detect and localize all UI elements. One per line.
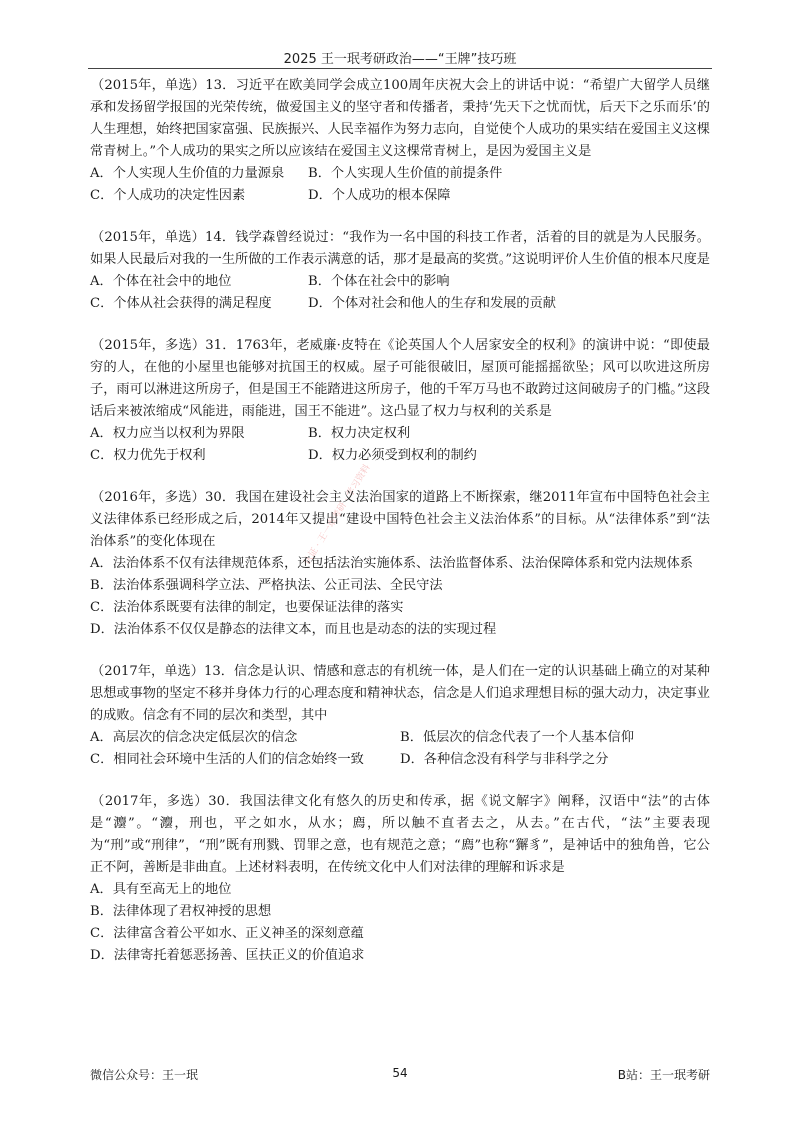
option-a: A．权力应当以权利为界限 bbox=[90, 426, 245, 441]
option-c: C．法治体系既要有法律的制定，也要保证法律的落实 bbox=[90, 600, 404, 615]
option-a: A．高层次的信念决定低层次的信念 bbox=[90, 730, 298, 745]
option-b: B．法律体现了君权神授的思想 bbox=[90, 904, 272, 919]
option-b: B．低层次的信念代表了一个人基本信仰 bbox=[400, 730, 634, 745]
option-d: D．权力必须受到权利的制约 bbox=[308, 448, 477, 463]
page-header-title: 2025 王一珉考研政治——“王牌”技巧班 bbox=[283, 52, 517, 67]
question-stem: （2017年，多选）30．我国法律文化有悠久的历史和传承，据《说文解字》阐释，汉语中“法”的古体是“灋”。“灋，刑也，平之如水，从水；廌，所以触不直者去之，从去。”在古代，“法”主要表现为“刑”或“刑律”，“刑”既有刑戮、罚罪之意，也有规范之意；“廌”也称“獬豸”，是神话中的独角兽，它公正不阿，善断是非曲直。上述材料表明，在传统文化中人们对法律的理解和诉求是 bbox=[90, 794, 710, 875]
option-a: A．个体在社会中的地位 bbox=[90, 274, 232, 289]
question-2015-13 bbox=[90, 75, 710, 207]
option-a: A．个人实现人生价值的力量源泉 bbox=[90, 166, 285, 181]
option-b: B．个人实现人生价值的前提条件 bbox=[308, 166, 503, 181]
question-stem: （2015年，单选）14．钱学森曾经说过：“我作为一名中国的科技工作者，活着的目的就是为人民服务。如果人民最后对我的一生所做的工作表示满意的话，那才是最高的奖赏。”这说明评价人生价值的根本尺度是 bbox=[90, 230, 710, 267]
option-d: D．个人成功的根本保障 bbox=[308, 188, 451, 203]
question-2017-30 bbox=[90, 791, 710, 967]
question-stem: （2017年，单选）13．信念是认识、情感和意志的有机统一体，是人们在一定的认识基础上确立的对某种思想或事物的坚定不移并身体力行的心理态度和精神状态，信念是人们追求理想目标的强大动力，决定事业的成败。信念有不同的层次和类型，其中 bbox=[90, 664, 710, 723]
option-c: C．法律富含着公平如水、正义神圣的深刻意蕴 bbox=[90, 926, 364, 941]
option-b: B．法治体系强调科学立法、严格执法、公正司法、全民守法 bbox=[90, 578, 443, 593]
question-2015-31 bbox=[90, 335, 710, 467]
page-number: 54 bbox=[392, 1066, 408, 1080]
option-b: B．个体在社会中的影响 bbox=[308, 274, 450, 289]
options-list bbox=[90, 553, 710, 641]
footer-wechat: 微信公众号：王一珉 bbox=[90, 1068, 199, 1082]
option-c: C．权力优先于权利 bbox=[90, 448, 206, 463]
option-a: A．具有至高无上的地位 bbox=[90, 882, 232, 897]
option-d: D．法律寄托着惩恶扬善、匡扶正义的价值追求 bbox=[90, 948, 365, 963]
question-stem: （2015年，多选）31．1763年，老威廉·皮特在《论英国人个人居家安全的权利》的演讲中说：“即使最穷的人，在他的小屋里也能够对抗国王的权威。屋子可能很破旧，屋顶可能摇摇欲坠；风可以吹进这所房子，雨可以淋进这所房子，但是国王不能踏进这所房子，他的千军万马也不敢跨过这间破房子的门槛。”这段话后来被浓缩成“风能进，雨能进，国王不能进”。这凸显了权力与权利的关系是 bbox=[90, 338, 710, 419]
option-c: C．个人成功的决定性因素 bbox=[90, 188, 246, 203]
question-2017-13 bbox=[90, 661, 710, 771]
option-d: D．法治体系不仅仅是静态的法律文本，而且也是动态的法的实现过程 bbox=[90, 622, 497, 637]
question-2015-14 bbox=[90, 227, 710, 315]
options-grid bbox=[90, 163, 710, 207]
options-grid bbox=[90, 271, 710, 315]
options-grid bbox=[90, 423, 710, 467]
option-a: A．法治体系不仅有法律规范体系，还包括法治实施体系、法治监督体系、法治保障体系和党内法规体系 bbox=[90, 556, 693, 571]
question-stem: （2015年，单选）13．习近平在欧美同学会成立100周年庆祝大会上的讲话中说：“希望广大留学人员继承和发扬留学报国的光荣传统，做爱国主义的坚守者和传播者，秉持‘先天下之忧而忧，后天下之乐而乐’的人生理想，始终把国家富强、民族振兴、人民幸福作为努力志向，自觉使个人成功的果实结在爱国主义这棵常青树上。”个人成功的果实之所以应该结在爱国主义这棵常青树上，是因为爱国主义是 bbox=[90, 78, 710, 159]
option-d: D．各种信念没有科学与非科学之分 bbox=[400, 752, 609, 767]
question-stem: （2016年，多选）30．我国在建设社会主义法治国家的道路上不断探索，继2011年宣布中国特色社会主义法律体系已经形成之后，2014年又提出“建设中国特色社会主义法治体系”的目标。从“法律体系”到“法治体系”的变化体现在 bbox=[90, 490, 710, 549]
option-c: C．相同社会环境中生活的人们的信念始终一致 bbox=[90, 752, 364, 767]
watermark-stamp: 认证 · 王一珉考研 · 学习资料 bbox=[302, 463, 373, 567]
header-divider bbox=[88, 68, 712, 69]
options-grid bbox=[90, 727, 710, 771]
footer-bilibili: B站：王一珉考研 bbox=[617, 1068, 710, 1082]
options-list bbox=[90, 879, 710, 967]
option-d: D．个体对社会和他人的生存和发展的贡献 bbox=[308, 296, 556, 311]
page-footer bbox=[90, 1066, 710, 1086]
option-b: B．权力决定权利 bbox=[308, 426, 411, 441]
question-2016-30 bbox=[90, 487, 710, 641]
option-c: C．个体从社会获得的满足程度 bbox=[90, 296, 272, 311]
question-list bbox=[90, 75, 710, 987]
